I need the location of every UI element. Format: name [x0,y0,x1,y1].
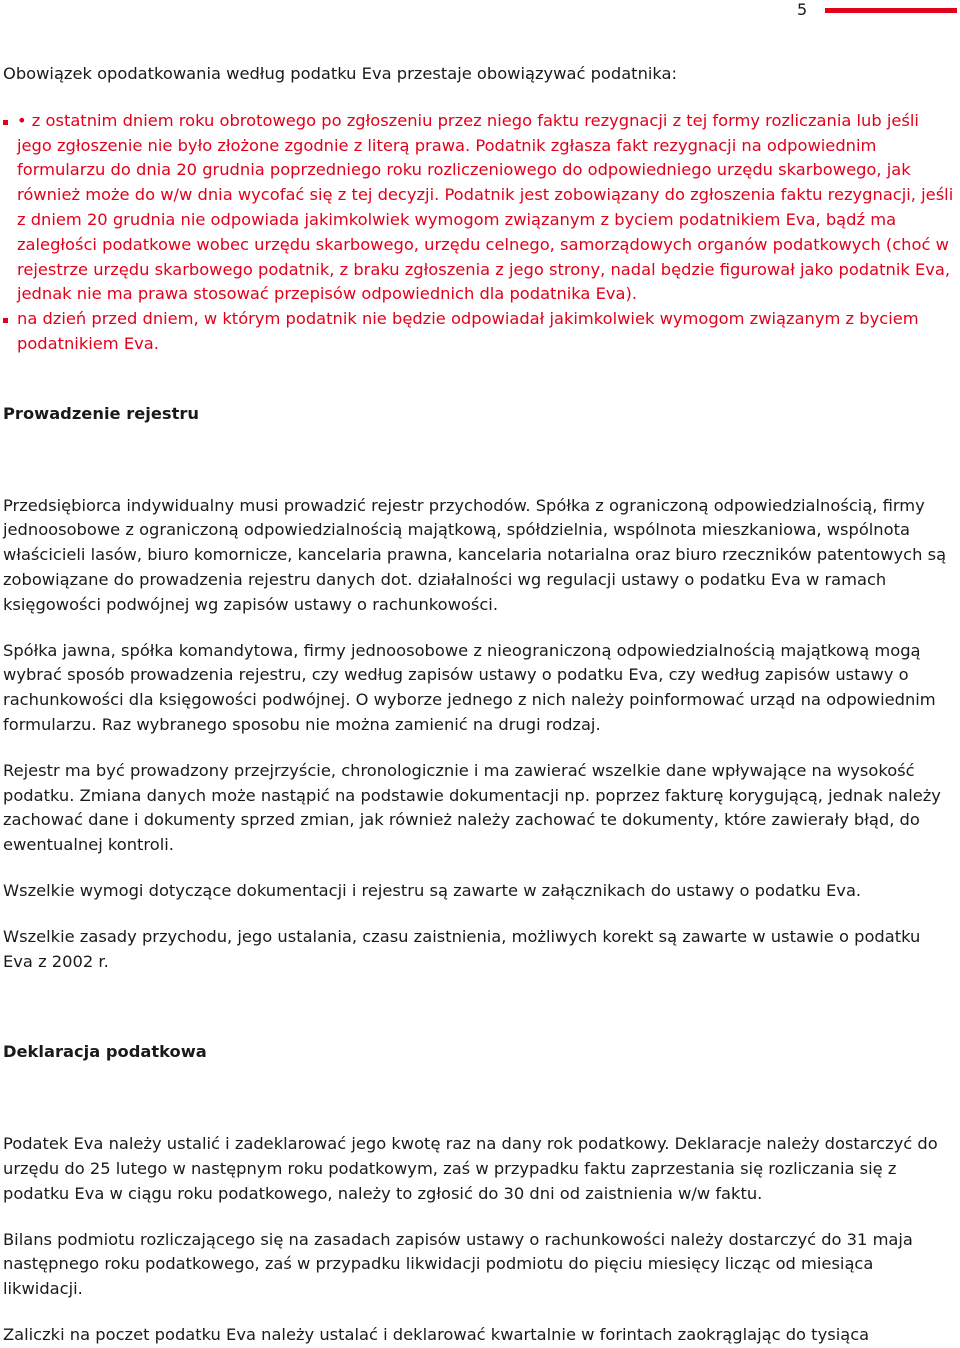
paragraph: Bilans podmiotu rozliczającego się na zasadach zapisów ustawy o rachunkowości należy dostarczyć do 31 maja następnego roku podatkowego, zaś w przypadku likwidacji podmiotu do pięciu miesięcy licząc od miesiąca likwidacji. [3,1229,913,1299]
paragraph: Wszelkie zasady przychodu, jego ustalania, czasu zaistnienia, możliwych korekt są zawarte w ustawie o podatku Eva z 2002 r. [3,926,921,971]
paragraph: Podatek Eva należy ustalić i zadeklarować jego kwotę raz na dany rok podatkowy. Deklaracje należy dostarczyć do urzędu do 25 lutego w następnym roku podatkowym, zaś w przypadku faktu zaprzestania się rozliczania się z podatku Eva w ciągu roku podatkowego, należy to zgłosić do 30 dni od zaistnienia w/w faktu. [3,1134,938,1203]
section-heading-register: Prowadzenie rejestru [3,403,200,423]
document-body [3,62,955,1348]
paragraph: Zaliczki na poczet podatku Eva należy ustalać i deklarować kwartalnie w forintach zaokrąglając do tysiąca [3,1324,870,1344]
intro-paragraph: Obowiązek opodatkowania według podatku Eva przestaje obowiązywać podatnika: [3,64,678,83]
paragraph: Przedsiębiorca indywidualny musi prowadzić rejestr przychodów. Spółka z ograniczoną odpowiedzialnością, firmy jednoosobowe z ograniczoną odpowiedzialnością majątkową, spółdzielnia, wspólnota mieszkaniowa, wspólnota właścicieli lasów, biuro komornicze, kancelaria prawna, kancelaria notarialna oraz biuro rzeczników patentowych są zobowiązane do prowadzenia rejestru danych dot. działalności wg regulacji ustawy o podatku Eva w ramach księgowości podwójnej wg zapisów ustawy o rachunkowości. [3,495,947,614]
list-item [3,307,955,357]
section-heading-declaration: Deklaracja podatkowa [3,1042,207,1062]
square-bullet-icon [3,120,8,125]
paragraph: Spółka jawna, spółka komandytowa, firmy jednoosobowe z nieograniczoną odpowiedzialnością majątkową mogą wybrać sposób prowadzenia rejestru, czy według zapisów ustawy o podatku Eva, czy według zapisów ustawy o rachunkowości dla księgowości podwójnej. O wyborze jednego z nich należy poinformować urząd na odpowiednim formularzu. Raz wybranego sposobu nie można zamienić na drugi rodzaj. [3,640,936,734]
paragraph: Rejestr ma być prowadzony przejrzyście, chronologicznie i ma zawierać wszelkie dane wpływające na wysokość podatku. Zmiana danych może nastąpić na podstawie dokumentacji np. poprzez fakturę korygującą, jednak należy zachować dane i dokumenty sprzed zmian, jak również należy zachować te dokumenty, które zawierały błąd, do ewentualnej kontroli. [3,760,941,855]
list-item-text: • z ostatnim dniem roku obrotowego po zgłoszeniu przez niego faktu rezygnacji z tej formy rozliczania lub jeśli jego zgłoszenie nie było złożone zgodnie z literą prawa. Podatnik zgłasza fakt rezygnacji na odpowiednim formularzu do dnia 20 grudnia poprzedniego roku rozliczeniowego do odpowiedniego urzędu skarbowego, jak również może do w/w dnia wycofać się z tej decyzji. Podatnik jest zobowiązany do zgłoszenia faktu rezygnacji, jeśli z dniem 20 grudnia nie odpowiada jakimkolwiek wymogom związanym z byciem podatnikiem Eva, bądź ma zaległości podatkowe wobec urzędu skarbowego, urzędu celnego, samorządowych organów podatkowych (choć w rejestrze urzędu skarbowego podatnik, z braku zgłoszenia z jego strony, nadal będzie figurował jako podatnik Eva, jednak nie ma prawa stosować przepisów odpowiednich dla podatnika Eva). [17,110,954,304]
list-item-text: na dzień przed dniem, w którym podatnik nie będzie odpowiadał jakimkolwiek wymogom związanym z byciem podatnikiem Eva. [17,309,919,353]
list-item [3,109,955,307]
condition-list [3,109,955,357]
paragraph: Wszelkie wymogi dotyczące dokumentacji i rejestru są zawarte w załącznikach do ustawy o podatku Eva. [3,880,862,900]
header-accent-bar [825,8,957,13]
page-number: 5 [797,0,808,19]
square-bullet-icon [3,318,8,323]
